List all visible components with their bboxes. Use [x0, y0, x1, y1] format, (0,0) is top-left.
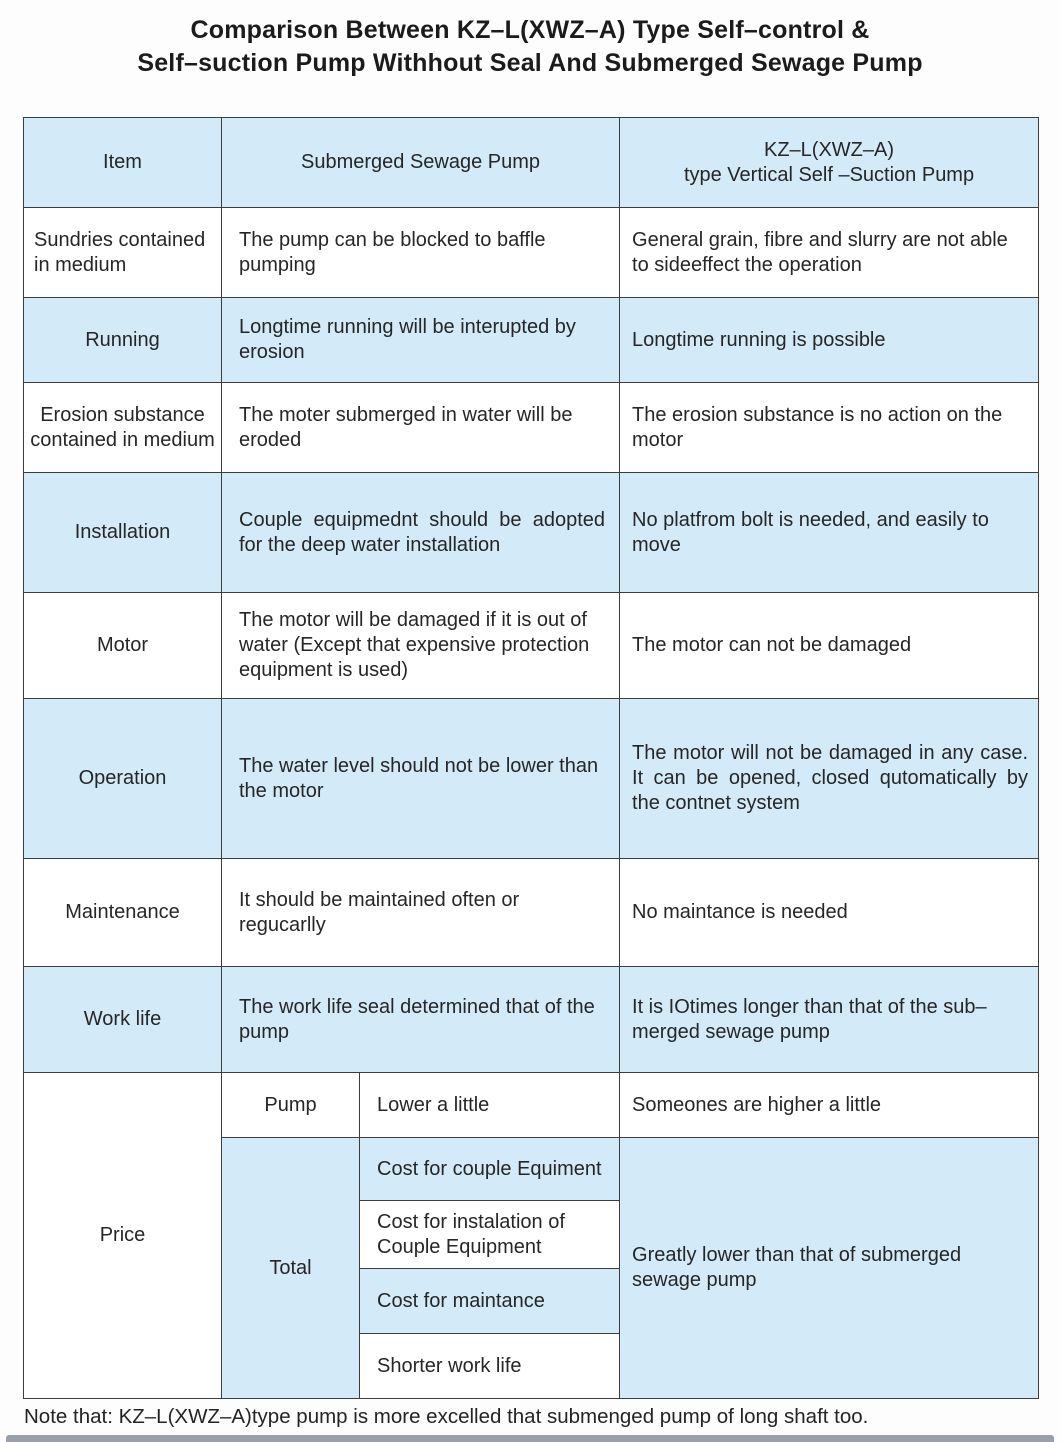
- row-label-sundries: Sundries contained in medium: [24, 208, 222, 298]
- cell-maintenance-kzl: No maintance is needed: [620, 859, 1039, 967]
- footnote: Note that: KZ–L(XWZ–A)type pump is more excelled that submenged pump of long shaft too.: [24, 1405, 869, 1428]
- row-label-work-life: Work life: [24, 967, 222, 1073]
- cell-running-submerged: Longtime running will be interupted by erosion: [222, 298, 620, 383]
- row-work-life: [24, 967, 1039, 1073]
- comparison-table: [23, 117, 1039, 1399]
- header-submerged-pump: Submerged Sewage Pump: [222, 118, 620, 208]
- cell-price-pump-kzl: Someones are higher a little: [620, 1073, 1039, 1138]
- row-operation: [24, 699, 1039, 859]
- cell-cost-maintenance: Cost for maintance: [360, 1269, 620, 1334]
- row-label-erosion: Erosion substance contained in medium: [24, 383, 222, 473]
- header-kzl-line-1: KZ–L(XWZ–A): [764, 138, 895, 161]
- cell-operation-kzl: The motor will not be damaged in any case. It can be opened, closed qutomatically by the contnet system: [620, 699, 1039, 859]
- row-label-operation: Operation: [24, 699, 222, 859]
- row-erosion: [24, 383, 1039, 473]
- cell-motor-submerged: The motor will be damaged if it is out of water (Except that expensive protection equipment is used): [222, 593, 620, 699]
- header-kzl-pump: [620, 118, 1039, 208]
- cell-price-total-label: Total: [222, 1138, 360, 1399]
- page-title-line-1: Comparison Between KZ–L(XWZ–A) Type Self–control &: [190, 16, 870, 44]
- cell-erosion-kzl: The erosion substance is no action on the motor: [620, 383, 1039, 473]
- row-sundries: [24, 208, 1039, 298]
- cell-cost-installation: Cost for instalation of Couple Equipment: [360, 1201, 620, 1269]
- header-item: Item: [24, 118, 222, 208]
- row-label-running: Running: [24, 298, 222, 383]
- row-label-motor: Motor: [24, 593, 222, 699]
- page-title: [0, 14, 1060, 80]
- cell-work-life-submerged: The work life seal determined that of the pump: [222, 967, 620, 1073]
- cell-cost-couple-equipment: Cost for couple Equiment: [360, 1138, 620, 1201]
- cell-running-kzl: Longtime running is possible: [620, 298, 1039, 383]
- row-motor: [24, 593, 1039, 699]
- row-label-maintenance: Maintenance: [24, 859, 222, 967]
- row-maintenance: [24, 859, 1039, 967]
- cell-maintenance-submerged: It should be maintained often or regucarlly: [222, 859, 620, 967]
- cell-installation-kzl: No platfrom bolt is needed, and easily to move: [620, 473, 1039, 593]
- cell-operation-submerged: The water level should not be lower than the motor: [222, 699, 620, 859]
- cell-work-life-kzl: It is IOtimes longer than that of the sub–merged sewage pump: [620, 967, 1039, 1073]
- row-installation: [24, 473, 1039, 593]
- bottom-page-edge: [6, 1435, 1054, 1442]
- cell-erosion-submerged: The moter submerged in water will be eroded: [222, 383, 620, 473]
- header-row: [24, 118, 1039, 208]
- cell-price-total-kzl: Greatly lower than that of submerged sewage pump: [620, 1138, 1039, 1399]
- cell-motor-kzl: The motor can not be damaged: [620, 593, 1039, 699]
- cell-sundries-kzl: General grain, fibre and slurry are not able to sideeffect the operation: [620, 208, 1039, 298]
- cell-installation-submerged: Couple equipmednt should be adopted for the deep water installation: [222, 473, 620, 593]
- cell-shorter-work-life: Shorter work life: [360, 1334, 620, 1399]
- row-label-installation: Installation: [24, 473, 222, 593]
- page-title-line-2: Self–suction Pump Withhout Seal And Submerged Sewage Pump: [137, 49, 923, 77]
- row-price-pump: [24, 1073, 1039, 1138]
- row-running: [24, 298, 1039, 383]
- row-label-price: Price: [24, 1073, 222, 1399]
- cell-sundries-submerged: The pump can be blocked to baffle pumping: [222, 208, 620, 298]
- cell-price-pump-label: Pump: [222, 1073, 360, 1138]
- cell-price-pump-submerged: Lower a little: [360, 1073, 620, 1138]
- header-kzl-line-2: type Vertical Self –Suction Pump: [683, 163, 975, 186]
